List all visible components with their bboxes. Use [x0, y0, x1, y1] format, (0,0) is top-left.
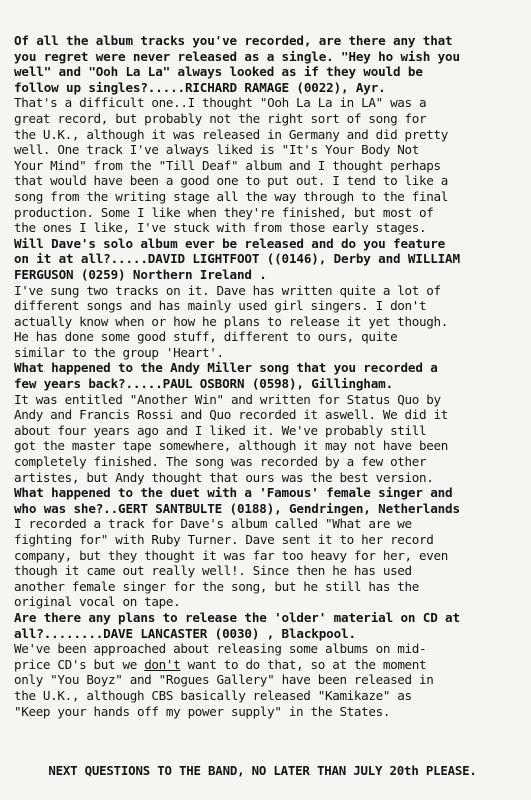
answer-5 [14, 641, 511, 719]
answer-3: It was entitled "Another Win" and written for Status Quo by Andy and Francis Rossi and Quo recorded it aswell. We did it about four years ago and I liked it. We've probably still got the master tape somewhere, although it may not have been completely finished. The song was recorded by a few other artistes, but Andy thought that ours was the best version. [14, 391, 448, 485]
answer-4: I recorded a track for Dave's album called "What are we fighting for" with Ruby Turner. Dave sent it to her record company, but they thought it was far too heavy for her, even though it came out really well!. Since then he has used another female singer for the song, but he still has the original vocal on tape. [14, 516, 448, 610]
qa-block-5 [14, 610, 511, 719]
question-1: Of all the album tracks you've recorded, are there any that you regret were never released as a single. "Hey ho wish you well" and "Ooh La La" always looked as if they would be follow up singles?.....RICHARD RAMAGE (0022), Ayr. [14, 33, 460, 95]
answer-5-end: want to do that, so at the moment only "You Boyz" and "Rogues Gallery" have been released in the U.K., although CBS basically released "Kamikaze" as "Keep your hands off my power supply" in the States. [14, 656, 434, 719]
footer-deadline-notice: NEXT QUESTIONS TO THE BAND, NO LATER THAN JULY 20th PLEASE. [48, 763, 477, 778]
question-3: What happened to the Andy Miller song that you recorded a few years back?.....PAUL OSBORN (0598), Gillingham. [14, 360, 438, 392]
qa-block-3 [14, 360, 511, 485]
question-5: Are there any plans to release the 'older' material on CD at all?........DAVE LANCASTER (0030) , Blackpool. [14, 609, 460, 641]
question-4: What happened to the duet with a 'Famous' female singer and who was she?..GERT SANTBULTE (0188), Gendringen, Netherlands [14, 485, 460, 516]
qa-block-4 [14, 485, 511, 610]
qa-block-2 [14, 236, 511, 361]
answer-1: That's a difficult one..I thought "Ooh La La in LA" was a great record, but probably not the right sort of song for the U.K., although it was released in Germany and did pretty well. One track I've always liked is "It's Your Body Not Your Mind" from the "Till Deaf" album and I thought perhaps that would have been a good one to put out. I tend to like a song from the writing stage all the way through to the final production. Some I like when they're finished, but most of the ones I like, I've stuck with from those early stages. [14, 95, 448, 236]
answer-5-start: We've been approached about releasing some albums on mid- price CD's but we [14, 641, 427, 672]
answer-5-underlined-word: don't [144, 656, 181, 672]
qa-block-1 [14, 33, 511, 236]
question-2: Will Dave's solo album ever be released and do you feature on it at all?.....DAVID LIGHTFOOT ((0146), Derby and WILLIAM FERGUSON (0259) Northern Ireland . [14, 235, 460, 282]
answer-2: I've sung two tracks on it. Dave has written quite a lot of different songs and has mainly used girl singers. I don't actually know when or how he plans to release it yet though. He has done some good stuff, different to ours, quite similar to the group 'Heart'. [14, 282, 448, 360]
